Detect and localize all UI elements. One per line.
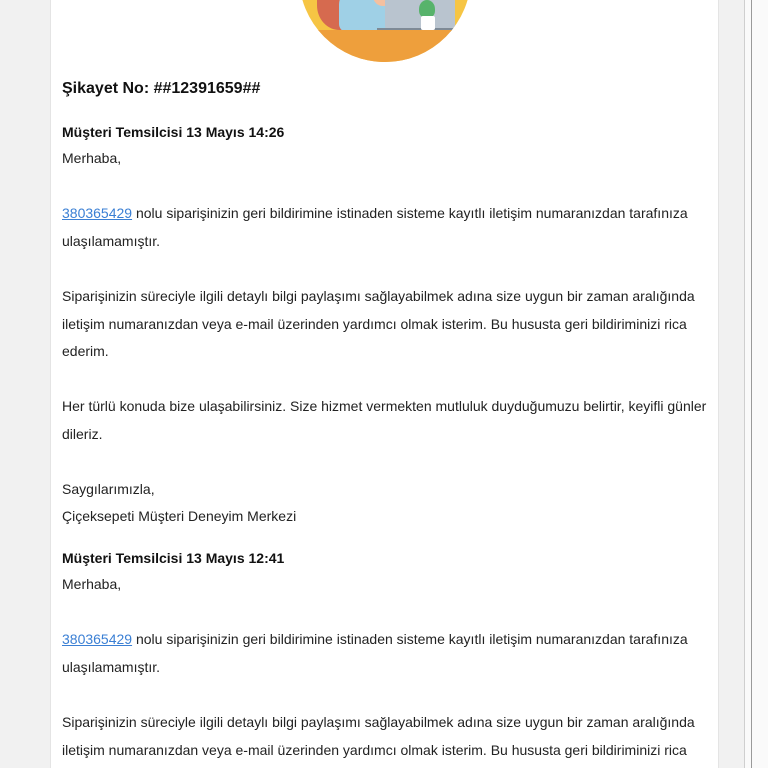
support-illustration [299,0,471,62]
message-paragraph: Siparişinizin süreciyle ilgili detaylı bilgi paylaşımı sağlayabilmek adına size uygun bir zaman aralığında iletişim numaranızdan veya e-mail üzerinden yardımcı olmak isterim. Bu hususta geri bildiriminizi rica ederim. [62,288,695,359]
order-number-link[interactable]: 380365429 [62,631,133,647]
message-paragraph [62,626,710,681]
scrollbar-track-line [751,0,752,768]
message-signature: Çiçeksepeti Müşteri Deneyim Merkezi [62,508,297,524]
order-number-link[interactable]: 380365429 [62,205,133,221]
message-greeting: Merhaba, [62,576,122,592]
message-paragraph: Siparişinizin süreciyle ilgili detaylı bilgi paylaşımı sağlayabilmek adına size uygun bir zaman aralığında iletişim numaranızdan veya e-mail üzerinden yardımcı olmak isterim. Bu hususta geri bildiriminizi rica [62,714,695,758]
complaint-title: Şikayet No: ##12391659## [62,80,261,97]
message-closing: Saygılarımızla, [62,481,155,497]
message-greeting: Merhaba, [62,150,122,166]
message-header: Müşteri Temsilcisi 13 Mayıs 14:26 [62,124,285,140]
illustration-plant-pot [421,16,435,30]
illustration-desk [299,30,471,62]
paragraph-text: nolu siparişinizin geri bildirimine istinaden sisteme kayıtlı iletişim numaranızdan tarafınıza ulaşılamamıştır. [62,631,688,675]
paragraph-text: nolu siparişinizin geri bildirimine istinaden sisteme kayıtlı iletişim numaranızdan tarafınıza ulaşılamamıştır. [62,205,688,249]
complaint-card [50,0,719,768]
window-scrollbar[interactable] [744,0,768,768]
message-paragraph: Her türlü konuda bize ulaşabilirsiniz. Size hizmet vermekten mutluluk duyduğumuzu belirtir, keyifli günler dileriz. [62,398,707,442]
message-paragraph [62,200,710,255]
message-header: Müşteri Temsilcisi 13 Mayıs 12:41 [62,550,285,566]
